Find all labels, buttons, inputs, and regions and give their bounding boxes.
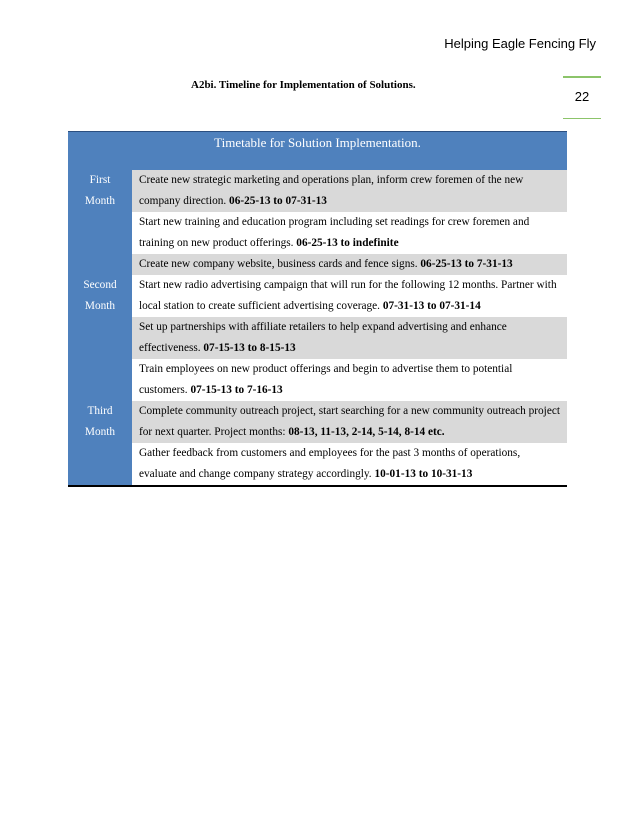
task-description: Gather feedback from customers and employees for the past 3 months of operations, evaluate and change company strategy accordingly. — [139, 447, 521, 480]
month-cell — [68, 443, 132, 486]
task-dates: 06-25-13 to indefinite — [296, 237, 399, 249]
task-dates: 10-01-13 to 10-31-13 — [374, 468, 473, 480]
task-description: Create new company website, business cards and fence signs. — [139, 258, 421, 270]
task-cell — [132, 317, 567, 359]
table-body — [68, 170, 567, 486]
task-cell — [132, 443, 567, 486]
task-description: Complete community outreach project, start searching for a new community outreach project for next quarter. Project months: — [139, 405, 560, 438]
table-row — [68, 275, 567, 317]
timetable — [68, 131, 567, 487]
table-row — [68, 359, 567, 401]
running-header-title: Helping Eagle Fencing Fly — [444, 36, 596, 51]
task-description: Start new training and education program including set readings for crew foremen and training on new product offerings. — [139, 216, 530, 249]
table-row — [68, 317, 567, 359]
task-dates: 07-15-13 to 7-16-13 — [190, 384, 283, 396]
task-description: Start new radio advertising campaign that will run for the following 12 months. Partner with local station to create sufficient advertising coverage. — [139, 279, 557, 312]
month-cell — [68, 359, 132, 401]
task-cell — [132, 212, 567, 254]
table-title: Timetable for Solution Implementation. — [68, 132, 567, 171]
table-header-row — [68, 132, 567, 171]
month-cell: Third Month — [68, 401, 132, 443]
page-number-bottom-rule — [563, 118, 601, 119]
table-row — [68, 212, 567, 254]
task-dates: 07-15-13 to 8-15-13 — [203, 342, 296, 354]
table-row — [68, 254, 567, 275]
month-cell: First Month — [68, 170, 132, 212]
task-cell — [132, 359, 567, 401]
task-cell — [132, 254, 567, 275]
page-number-box — [563, 76, 601, 119]
task-description: Train employees on new product offerings and begin to advertise them to potential customers. — [139, 363, 513, 396]
table-row — [68, 401, 567, 443]
table-row — [68, 170, 567, 212]
month-cell — [68, 212, 132, 254]
task-cell — [132, 401, 567, 443]
month-cell: Second Month — [68, 275, 132, 317]
section-heading: A2bi. Timeline for Implementation of Solutions. — [191, 79, 416, 91]
task-cell — [132, 170, 567, 212]
task-dates: 06-25-13 to 7-31-13 — [420, 258, 513, 270]
task-description: Create new strategic marketing and operations plan, inform crew foremen of the new company direction. — [139, 174, 524, 207]
page-number: 22 — [574, 89, 590, 104]
task-cell — [132, 275, 567, 317]
table-row — [68, 443, 567, 486]
month-cell — [68, 317, 132, 359]
task-dates: 07-31-13 to 07-31-14 — [382, 300, 481, 312]
task-dates: 06-25-13 to 07-31-13 — [229, 195, 327, 207]
task-dates: 08-13, 11-13, 2-14, 5-14, 8-14 etc. — [288, 426, 445, 438]
task-description: Set up partnerships with affiliate retailers to help expand advertising and enhance effectiveness. — [139, 321, 507, 354]
month-cell — [68, 254, 132, 275]
